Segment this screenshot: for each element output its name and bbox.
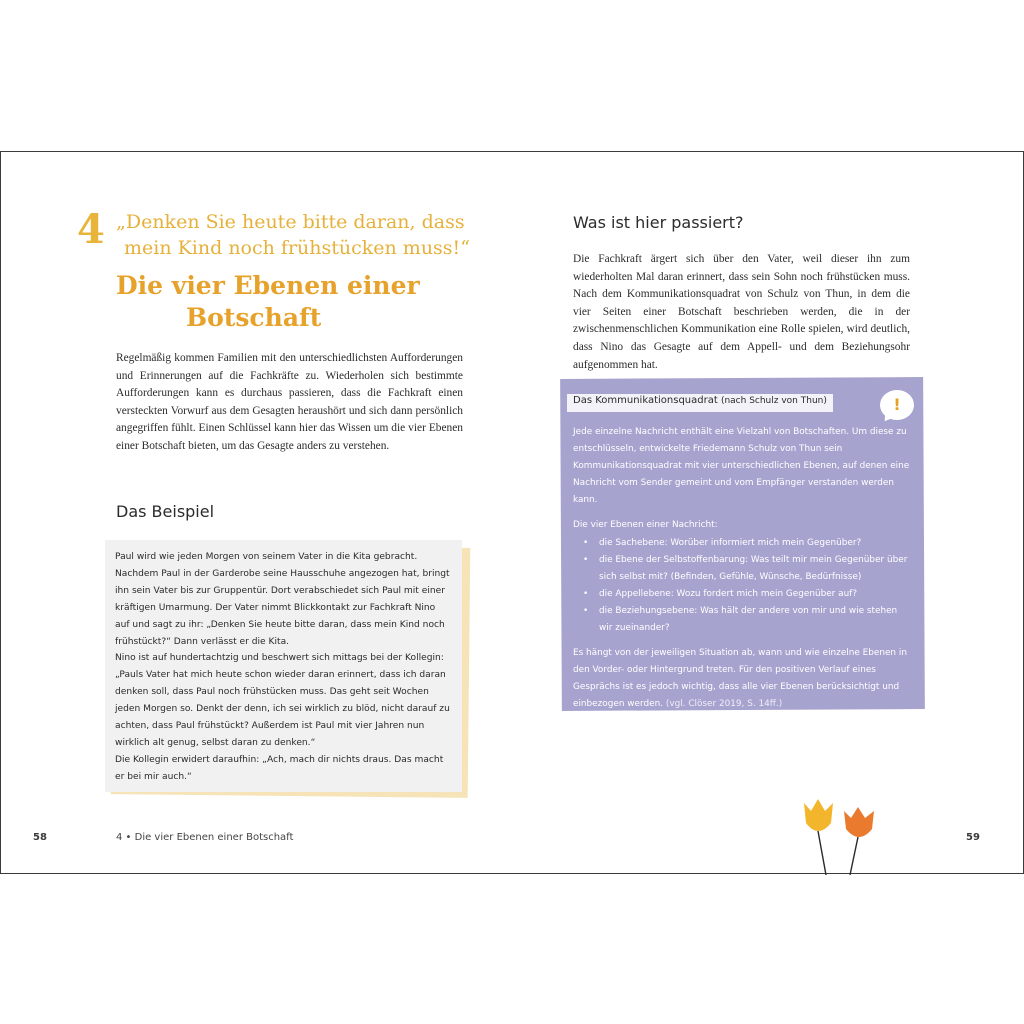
chapter-title-line-1: Die vier Ebenen einer xyxy=(116,271,420,300)
chapter-title-line-2: Botschaft xyxy=(186,303,322,332)
info-box-label xyxy=(567,394,833,412)
info-box-text xyxy=(573,424,911,714)
example-paragraph-1: Paul wird wie jeden Morgen von seinem Vater in die Kita gebracht. Nachdem Paul in der Garderobe seine Hausschuhe angezogen hat, bringt ihn sein Vater bis zur Gruppentür. Dort verabschiedet sich Paul mit einer kräftigen Umarmung. Der Vater nimmt Blickkontakt zur Fachkraft Nino auf und sagt zu ihr: „Denken Sie heute bitte daran, dass mein Kind noch frühstückt?“ Dann verlässt er die Kita. xyxy=(115,552,450,647)
what-happened-heading: Was ist hier passiert? xyxy=(573,213,744,232)
info-box-label-sub: (nach Schulz von Thun) xyxy=(720,396,827,406)
tulip-orange-icon xyxy=(844,807,874,837)
intro-paragraph: Regelmäßig kommen Familien mit den unterschiedlichsten Aufforderungen und Erinnerungen auf die Fachkräfte zu. Wiederholen sich bestimmte Aufforderungen kann es durchaus passieren, dass die Fachkraft einen versteckten Vorwurf aus dem Gesagten heraushört und sich dann persönlich angegriffen fühlt. Einen Schlüssel kann hier das Wissen um die vier Ebenen einer Botschaft bieten, um das Gesagte anders zu verstehen. xyxy=(116,352,463,452)
info-box-label-main: Das Kommunikationsquadrat xyxy=(573,395,718,406)
info-list-item: • die Ebene der Selbstoffenbarung: Was teilt mir mein Gegenüber über sich selbst mit? (Befinden, Gefühle, Wünsche, Bedürfnisse) xyxy=(573,552,911,586)
info-list-item: • die Appellebene: Wozu fordert mich mein Gegenüber auf? xyxy=(573,586,911,603)
tulip-stem-left xyxy=(818,831,826,875)
info-list-item: • die Sachebene: Worüber informiert mich mein Gegenüber? xyxy=(573,535,911,552)
example-paragraph-2: Nino ist auf hundertachtzig und beschwert sich mittags bei der Kollegin: „Pauls Vater hat mich heute schon wieder daran erinnert, dass ich daran denken soll, dass Paul noch frühstücken muss. Das geht seit Wochen jeden Morgen so. Denkt der denn, ich sei wirklich zu blöd, nicht darauf zu achten, dass Paul frühstückt? Außerdem ist Paul mit vier Jahren nun wirklich alt genug, selbst daran zu denken.“ xyxy=(115,653,450,748)
info-paragraph-2-text: Es hängt von der jeweiligen Situation ab, wann und wie einzelne Ebenen in den Vorder- oder Hintergrund treten. Für den positiven Verlauf eines Gesprächs ist es jedoch wichtig, dass alle vier Ebenen berücksichtigt und einbezogen werden. xyxy=(573,648,907,710)
tulips-illustration-icon xyxy=(796,797,891,875)
chapter-number: 4 xyxy=(77,206,105,253)
chapter-quote-line-2: mein Kind noch frühstücken muss!“ xyxy=(124,237,470,259)
example-heading: Das Beispiel xyxy=(116,502,215,521)
info-paragraph-1: Jede einzelne Nachricht enthält eine Vielzahl von Botschaften. Um diese zu entschlüsseln, entwickelte Friedemann Schulz von Thun sein Kommunikationsquadrat mit vier unterschiedlichen Ebenen, auf denen eine Nachricht vom Sender gemeint und vom Empfänger verstanden werden kann. xyxy=(573,427,910,506)
chapter-quote-line-1: „Denken Sie heute bitte daran, dass xyxy=(116,211,465,233)
example-paragraph-3: Die Kollegin erwidert daraufhin: „Ach, mach dir nichts draus. Das macht er bei mir auch.“ xyxy=(115,754,444,782)
info-list-title: Die vier Ebenen einer Nachricht: xyxy=(573,520,718,531)
exclamation-bubble-icon: ! xyxy=(880,390,914,420)
page-number-right: 59 xyxy=(966,832,980,843)
book-spread xyxy=(0,151,1024,874)
chapter-quote xyxy=(116,209,476,261)
info-paragraph-2 xyxy=(573,645,911,713)
info-list-item: • die Beziehungsebene: Was hält der andere von mir und wie stehen wir zueinander? xyxy=(573,603,911,637)
citation: (vgl. Clöser 2019, S. 14ff.) xyxy=(665,699,783,710)
running-head: 4 • Die vier Ebenen einer Botschaft xyxy=(116,832,294,843)
example-box xyxy=(105,540,462,792)
info-list xyxy=(573,535,911,638)
tulip-yellow-icon xyxy=(804,799,833,831)
page-number-left: 58 xyxy=(33,832,47,843)
what-happened-paragraph: Die Fachkraft ärgert sich über den Vater, weil dieser ihn zum wiederholten Mal daran erinnert, dass sein Sohn noch frühstücken muss. Nach dem Kommunikationsquadrat von Schulz von Thun, in dem die vier Seiten einer Botschaft beschrieben werden, die in der zwischenmenschlichen Kommunikation eine Rolle spielen, wird deutlich, dass Nino das Gesagte auf dem Appell- und dem Beziehungsohr aufgenommen hat. xyxy=(573,253,910,371)
chapter-title xyxy=(116,270,436,334)
tulip-stem-right xyxy=(850,837,858,875)
